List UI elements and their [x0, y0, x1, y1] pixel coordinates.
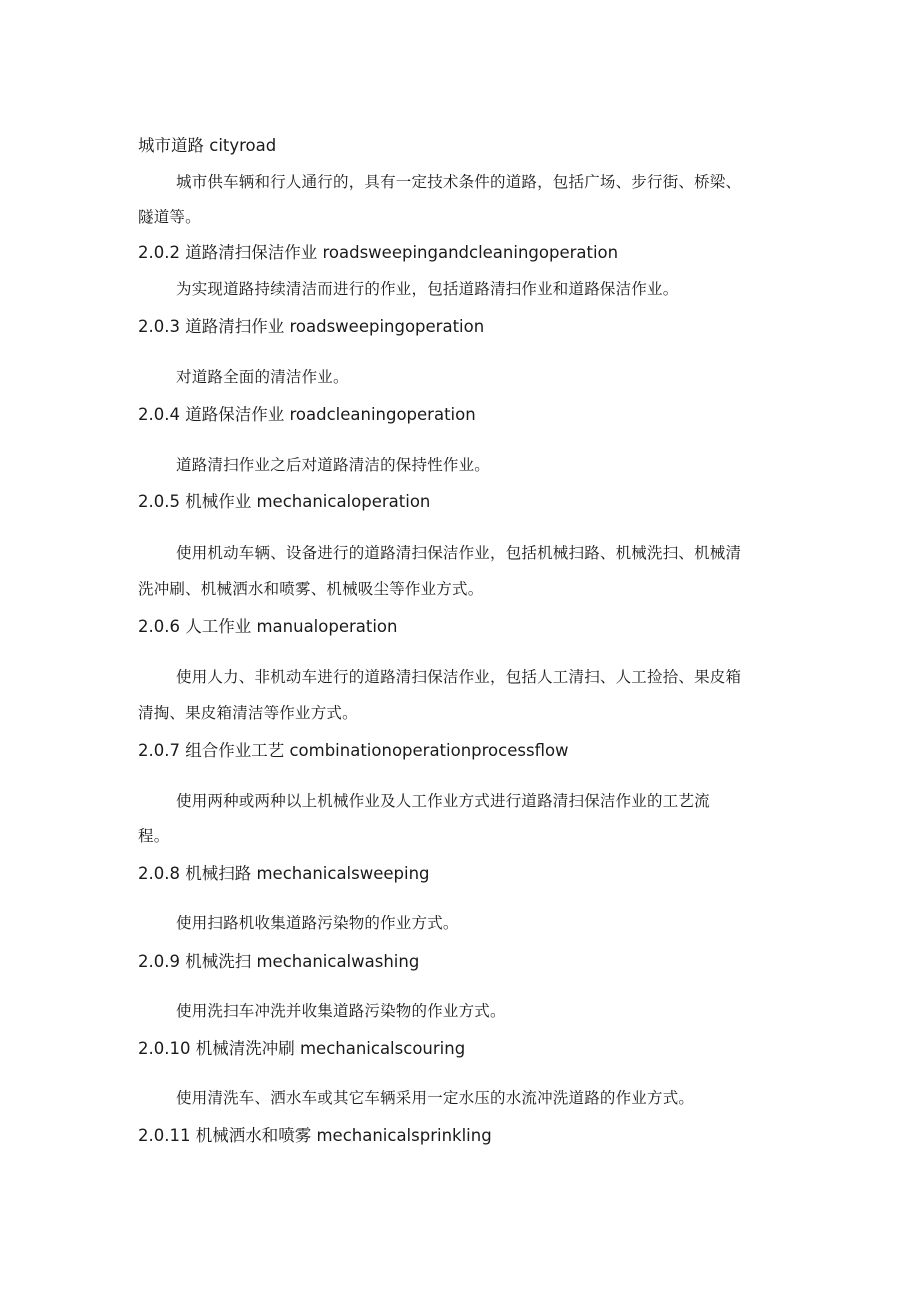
definition-line: 使用扫路机收集道路污染物的作业方式。 [176, 914, 459, 932]
term-heading: 2.0.4 道路保洁作业 roadcleaningoperation [138, 405, 476, 424]
definition-line: 使用洗扫车冲洗并收集道路污染物的作业方式。 [176, 1002, 506, 1020]
term-heading: 2.0.10 机械清洗冲刷 mechanicalscouring [138, 1039, 466, 1058]
definition-line: 隧道等。 [138, 208, 201, 226]
term-heading: 2.0.9 机械洗扫 mechanicalwashing [138, 952, 420, 971]
definition-line: 程。 [138, 827, 170, 845]
definition-line: 使用清洗车、洒水车或其它车辆采用一定水压的水流冲洗道路的作业方式。 [176, 1089, 695, 1107]
term-heading: 2.0.8 机械扫路 mechanicalsweeping [138, 864, 430, 883]
definition-line: 城市供车辆和行人通行的，具有一定技术条件的道路，包括广场、步行街、桥梁、 [176, 173, 742, 191]
term-heading: 2.0.5 机械作业 mechanicaloperation [138, 492, 431, 511]
term-heading: 2.0.11 机械洒水和喷雾 mechanicalsprinkling [138, 1126, 492, 1145]
term-heading: 2.0.3 道路清扫作业 roadsweepingoperation [138, 317, 485, 336]
term-heading: 2.0.2 道路清扫保洁作业 roadsweepingandcleaningoperation [138, 243, 619, 262]
term-heading: 2.0.6 人工作业 manualoperation [138, 617, 398, 636]
term-heading: 城市道路 cityroad [138, 136, 277, 155]
definition-line: 对道路全面的清洁作业。 [176, 368, 349, 386]
definition-line: 使用人力、非机动车进行的道路清扫保洁作业，包括人工清扫、人工捡拾、果皮箱 [176, 668, 742, 686]
definition-line: 清掏、果皮箱清洁等作业方式。 [138, 704, 358, 722]
definition-line: 使用机动车辆、设备进行的道路清扫保洁作业，包括机械扫路、机械洗扫、机械清 [176, 544, 742, 562]
definition-line: 为实现道路持续清洁而进行的作业，包括道路清扫作业和道路保洁作业。 [176, 280, 679, 298]
definition-line: 使用两种或两种以上机械作业及人工作业方式进行道路清扫保洁作业的工艺流 [176, 792, 710, 810]
term-heading: 2.0.7 组合作业工艺 combinationoperationprocessflow [138, 741, 569, 760]
definition-line: 道路清扫作业之后对道路清洁的保持性作业。 [176, 456, 491, 474]
definition-line: 洗冲刷、机械洒水和喷雾、机械吸尘等作业方式。 [138, 580, 484, 598]
